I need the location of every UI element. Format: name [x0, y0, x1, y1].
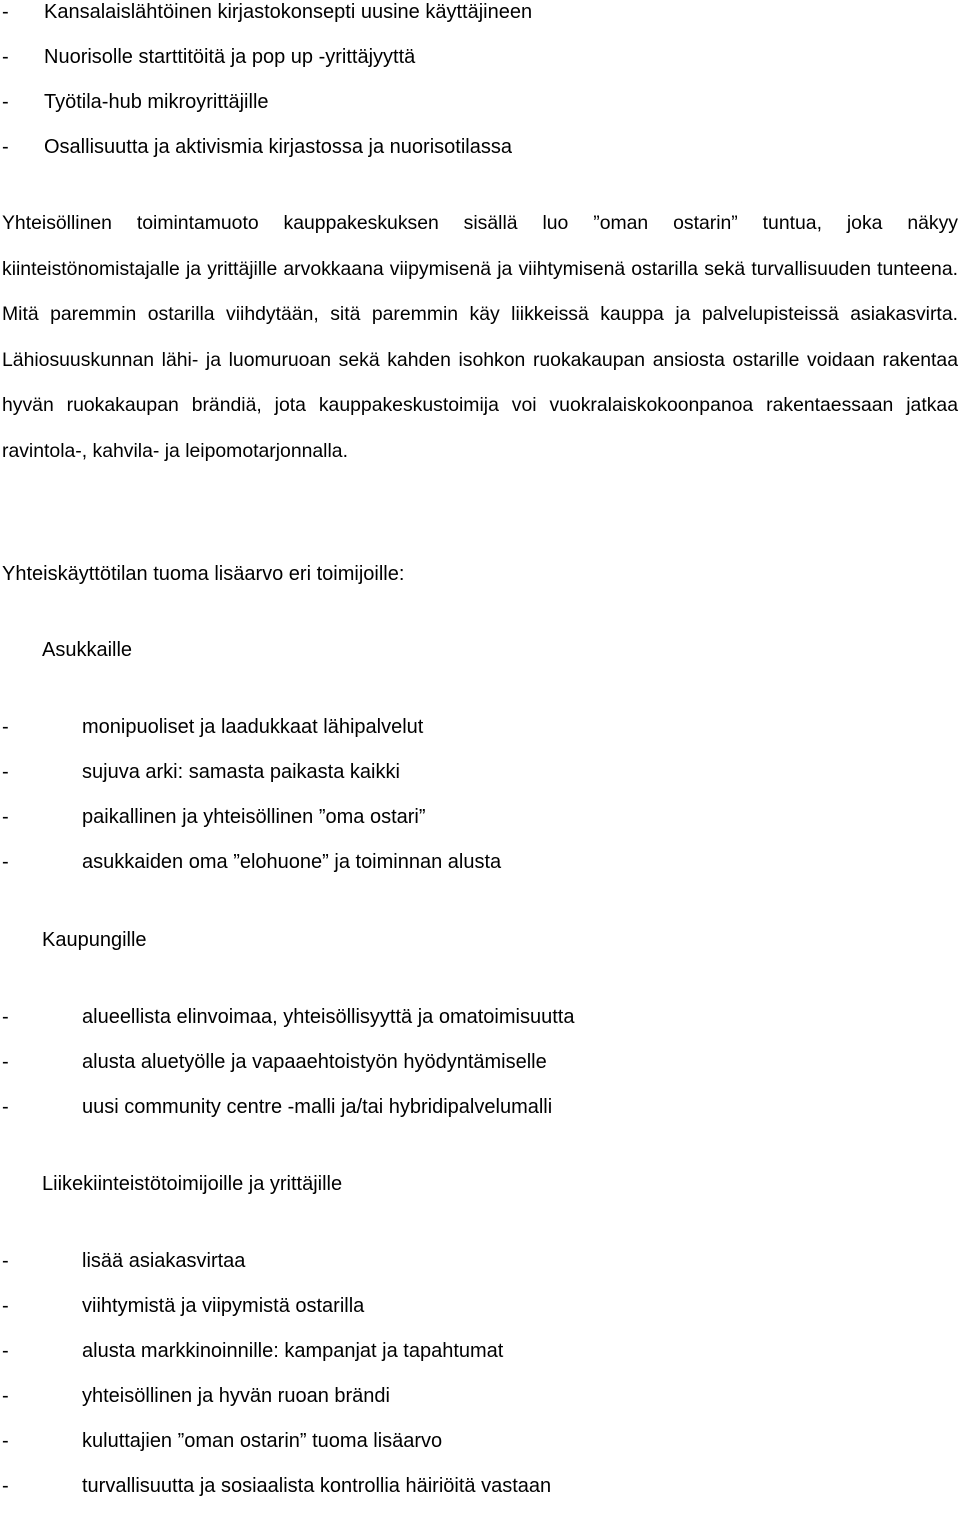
- bullet-text: Osallisuutta ja aktivismia kirjastossa ja nuorisotilassa: [44, 136, 512, 158]
- kaupungille-list: [0, 1005, 960, 1140]
- bullet-text: yhteisöllinen ja hyvän ruoan brändi: [82, 1385, 390, 1407]
- bullet-text: monipuoliset ja laadukkaat lähipalvelut: [82, 716, 424, 738]
- bullet-dash: -: [2, 1096, 9, 1118]
- list-item: [0, 1339, 960, 1384]
- section-title-liikekiinteistotoimijoille: Liikekiinteistötoimijoille ja yrittäjille: [42, 1173, 343, 1195]
- bullet-text: uusi community centre -malli ja/tai hybridipalvelumalli: [82, 1096, 553, 1118]
- bullet-text: Kansalaislähtöinen kirjastokonsepti uusine käyttäjineen: [44, 1, 533, 23]
- section-intro: Yhteiskäyttötilan tuoma lisäarvo eri toimijoille:: [2, 563, 405, 585]
- list-item: [0, 1429, 960, 1474]
- bullet-text: turvallisuutta ja sosiaalista kontrollia häiriöitä vastaan: [82, 1475, 552, 1497]
- bullet-dash: -: [2, 91, 9, 113]
- list-item: [0, 1384, 960, 1429]
- list-item: [0, 1294, 960, 1339]
- bullet-dash: -: [2, 1006, 9, 1028]
- section-title-asukkaille: Asukkaille: [42, 639, 133, 661]
- bullet-dash: -: [2, 1051, 9, 1073]
- top-bullet-list: [0, 0, 960, 180]
- list-item: [0, 90, 960, 135]
- list-item: [0, 850, 960, 895]
- bullet-text: paikallinen ja yhteisöllinen ”oma ostari”: [82, 806, 426, 828]
- bullet-text: viihtymistä ja viipymistä ostarilla: [82, 1295, 365, 1317]
- bullet-dash: -: [2, 806, 9, 828]
- list-item: [0, 760, 960, 805]
- bullet-dash: -: [2, 716, 9, 738]
- list-item: [0, 1249, 960, 1294]
- bullet-text: Työtila-hub mikroyrittäjille: [44, 91, 269, 113]
- list-item: [0, 135, 960, 180]
- bullet-dash: -: [2, 46, 9, 68]
- list-item: [0, 805, 960, 850]
- bullet-dash: -: [2, 1340, 9, 1362]
- list-item: [0, 1474, 960, 1519]
- list-item: [0, 1005, 960, 1050]
- bullet-dash: -: [2, 1295, 9, 1317]
- bullet-text: alusta markkinoinnille: kampanjat ja tapahtumat: [82, 1340, 504, 1362]
- bullet-text: alueellista elinvoimaa, yhteisöllisyyttä ja omatoimisuutta: [82, 1006, 575, 1028]
- list-item: [0, 1095, 960, 1140]
- bullet-text: asukkaiden oma ”elohuone” ja toiminnan alusta: [82, 851, 502, 873]
- bullet-dash: -: [2, 1, 9, 23]
- bullet-text: alusta aluetyölle ja vapaaehtoistyön hyödyntämiselle: [82, 1051, 547, 1073]
- list-item: [0, 715, 960, 760]
- bullet-dash: -: [2, 136, 9, 158]
- bullet-dash: -: [2, 1250, 9, 1272]
- bullet-text: Nuorisolle starttitöitä ja pop up -yrittäjyyttä: [44, 46, 416, 68]
- bullet-dash: -: [2, 1385, 9, 1407]
- body-paragraph-block: [0, 201, 960, 474]
- bullet-dash: -: [2, 851, 9, 873]
- bullet-text: lisää asiakasvirtaa: [82, 1250, 246, 1272]
- body-paragraph: Yhteisöllinen toimintamuoto kauppakeskuksen sisällä luo ”oman ostarin” tuntua, joka näkyy kiinteistönomistajalle ja yrittäjille arvokkaana viipymisenä ja viihtymisenä ostarilla sekä turvallisuuden tunteena. Mitä paremmin ostarilla viihdytään, sitä paremmin käy liikkeissä kauppa ja palvelupisteissä asiakasvirta. Lähiosuuskunnan lähi- ja luomuruoan sekä kahden isohkon ruokakaupan ansiosta ostarille voidaan rakentaa hyvän ruokakaupan brändiä, jota kauppakeskustoimija voi vuokralaiskokoonpanoa rakentaessaan jatkaa ravintola-, kahvila- ja leipomotarjonnalla.: [2, 212, 958, 462]
- bullet-dash: -: [2, 1430, 9, 1452]
- list-item: [0, 45, 960, 90]
- bullet-text: sujuva arki: samasta paikasta kaikki: [82, 761, 400, 783]
- bullet-dash: -: [2, 1475, 9, 1497]
- bullet-dash: -: [2, 761, 9, 783]
- section-title-kaupungille: Kaupungille: [42, 929, 147, 951]
- liikekiinteistotoimijoille-list: [0, 1249, 960, 1519]
- list-item: [0, 0, 960, 45]
- asukkaille-list: [0, 715, 960, 895]
- bullet-text: kuluttajien ”oman ostarin” tuoma lisäarvo: [82, 1430, 443, 1452]
- list-item: [0, 1050, 960, 1095]
